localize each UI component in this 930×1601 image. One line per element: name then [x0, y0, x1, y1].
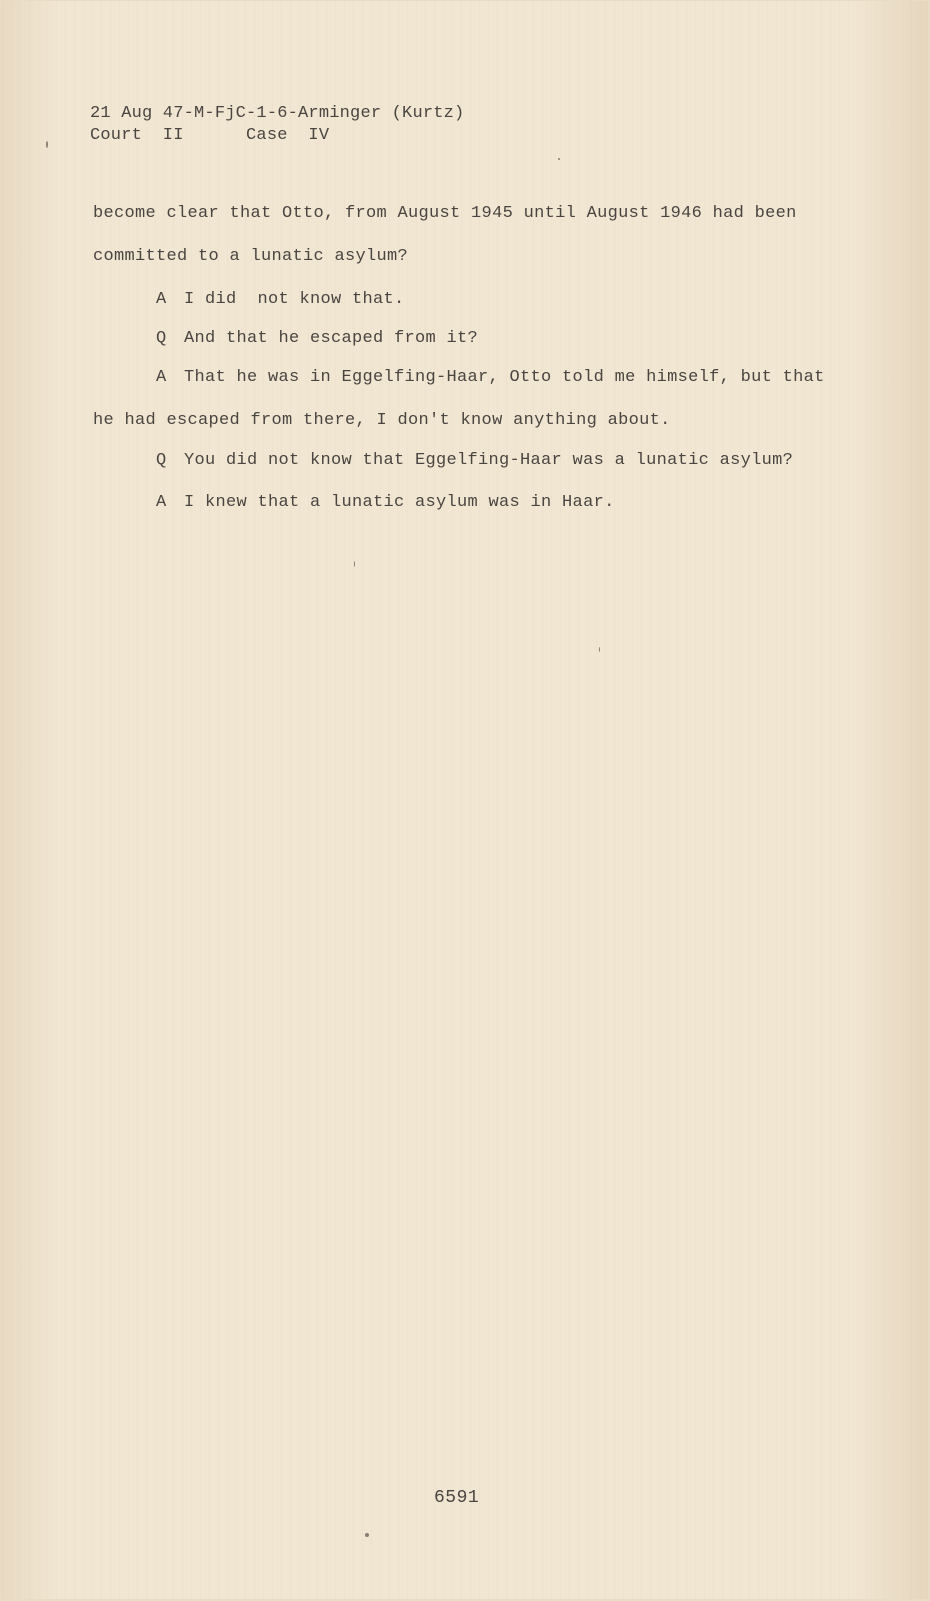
speaker-label: A: [156, 368, 167, 387]
transcript-answer: [156, 493, 615, 512]
speaker-label: Q: [156, 451, 167, 470]
page-number: 6591: [434, 1488, 480, 1508]
transcript-answer: [156, 290, 405, 309]
transcript-line: he had escaped from there, I don't know anything about.: [93, 411, 671, 430]
transcript-line: become clear that Otto, from August 1945 until August 1946 had been: [93, 204, 797, 223]
paper-mark: [354, 561, 355, 567]
document-page: [2, 1, 928, 1599]
transcript-text: You did not know that Eggelfing-Haar was a lunatic asylum?: [184, 451, 794, 470]
paper-mark: [558, 158, 560, 160]
speaker-label: Q: [156, 329, 167, 348]
transcript-text: And that he escaped from it?: [184, 329, 479, 348]
transcript-text: That he was in Eggelfing-Haar, Otto told me himself, but that: [184, 368, 825, 387]
transcript-question: [156, 451, 793, 470]
paper-mark: [365, 1533, 369, 1537]
paper-mark: [599, 647, 600, 652]
speaker-label: A: [156, 290, 167, 309]
header-court-case-line: Court II Case IV: [90, 126, 330, 145]
paper-mark: [46, 141, 48, 148]
header-reference-line: 21 Aug 47-M-FjC-1-6-Arminger (Kurtz): [90, 104, 465, 123]
transcript-answer: [156, 368, 825, 387]
transcript-question: [156, 329, 478, 348]
transcript-text: I did not know that.: [184, 290, 405, 309]
speaker-label: A: [156, 493, 167, 512]
document-header: [90, 103, 464, 147]
transcript-text: I knew that a lunatic asylum was in Haar.: [184, 493, 615, 512]
transcript-line: committed to a lunatic asylum?: [93, 247, 409, 266]
